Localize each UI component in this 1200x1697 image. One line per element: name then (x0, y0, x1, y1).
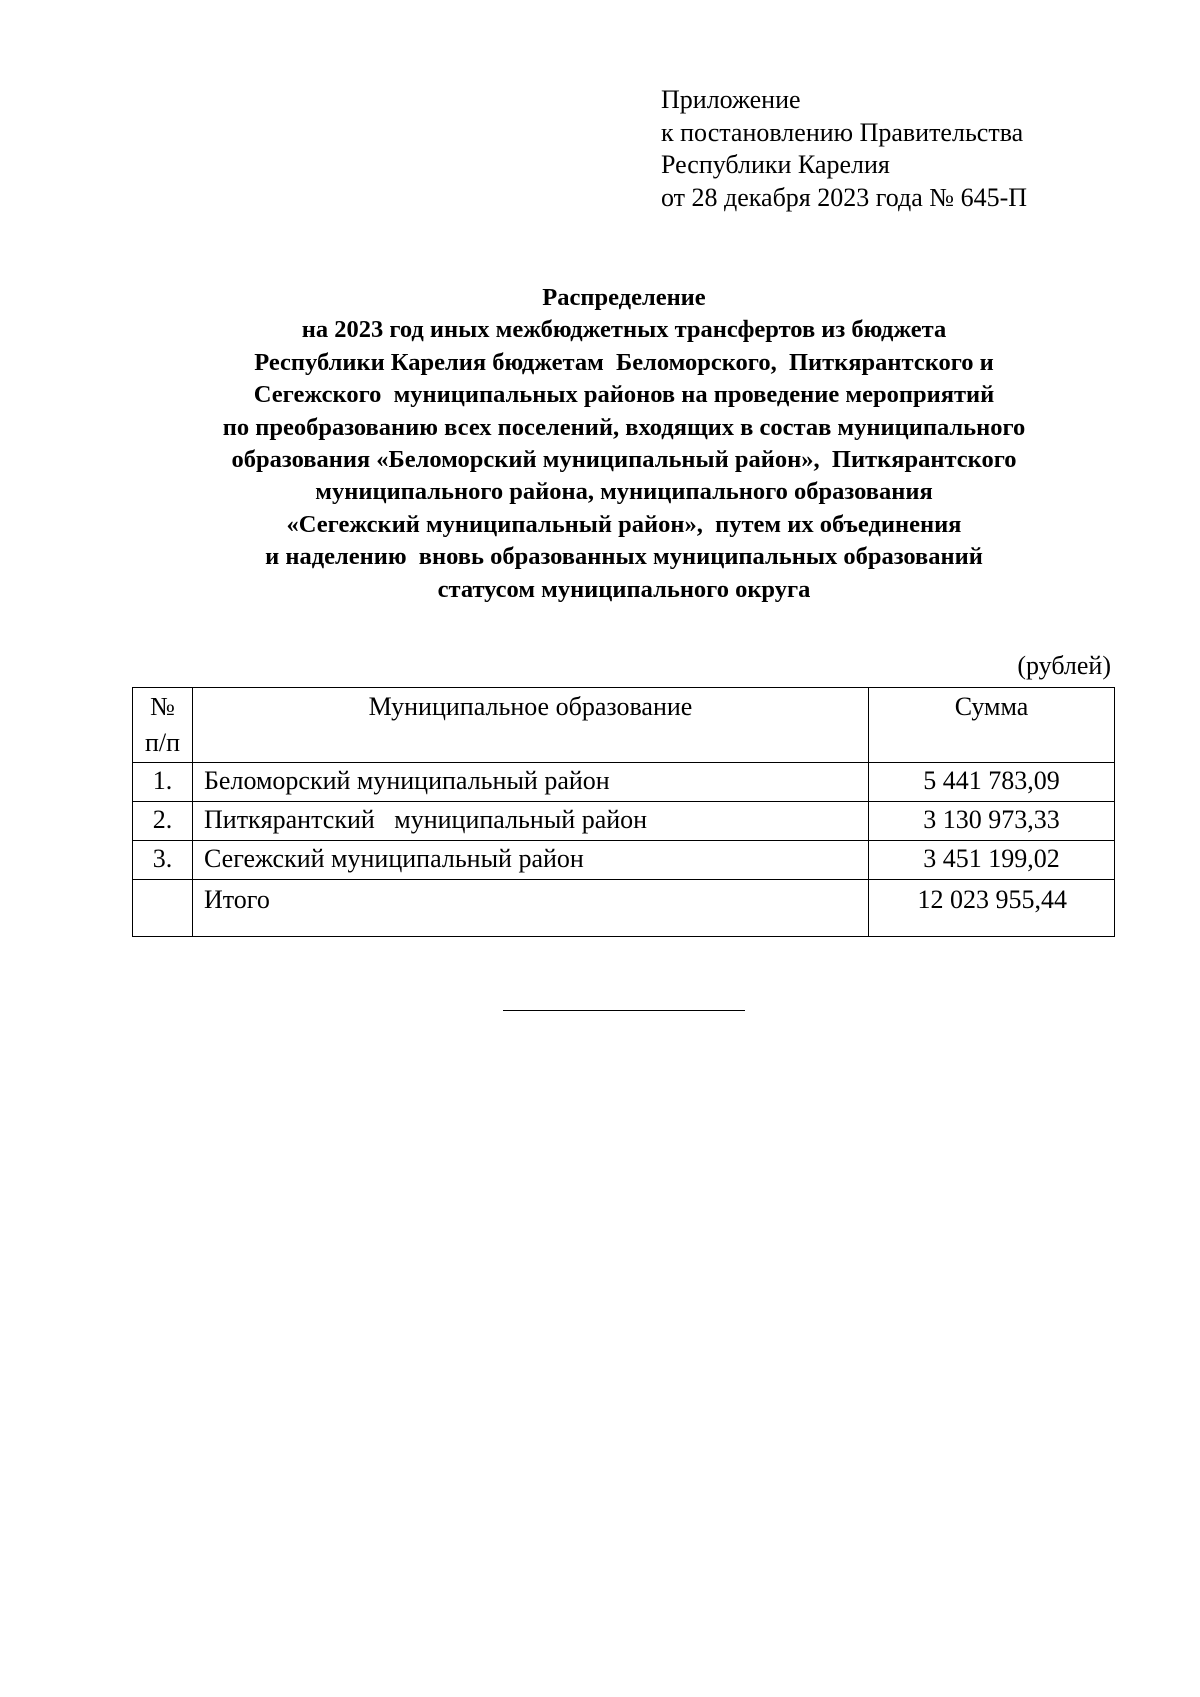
title-line: Сегежского муниципальных районов на проведение мероприятий (253, 381, 995, 409)
table-row (133, 763, 1115, 802)
row-number: 3. (133, 841, 193, 880)
document-title (100, 282, 1148, 606)
title-line: образования «Беломорский муниципальный район», Питкярантского (231, 446, 1017, 474)
title-line: по преобразованию всех поселений, входящих в состав муниципального (222, 413, 1026, 441)
table-header-row (133, 688, 1115, 763)
table-total-row (133, 880, 1115, 937)
title-heading: Распределение (542, 284, 706, 311)
title-line: на 2023 год иных межбюджетных трансфертов из бюджета (301, 316, 947, 344)
row-sum: 5 441 783,09 (869, 763, 1115, 802)
appendix-title: Приложение (661, 85, 801, 114)
table-row (133, 841, 1115, 880)
row-municipality: Питкярантский муниципальный район (193, 802, 869, 841)
header-sum: Сумма (869, 688, 1115, 763)
table-row (133, 802, 1115, 841)
header-number-sign: № (150, 692, 175, 721)
row-number: 1. (133, 763, 193, 802)
total-number-empty (133, 880, 193, 937)
title-line: и наделению вновь образованных муниципальных образований (265, 543, 983, 571)
distribution-table (132, 687, 1115, 937)
appendix-reference: к постановлению Правительства (661, 117, 1024, 147)
units-label: (рублей) (1017, 651, 1111, 680)
row-sum: 3 451 199,02 (869, 841, 1115, 880)
title-line: муниципального района, муниципального образования (315, 478, 933, 506)
closing-divider (503, 1010, 745, 1011)
title-line: статусом муниципального округа (437, 575, 811, 603)
appendix-republic: Республики Карелия (661, 150, 890, 179)
title-line: Республики Карелия бюджетам Беломорского, Питкярантского и (254, 348, 994, 376)
header-municipality: Муниципальное образование (193, 688, 869, 763)
row-number: 2. (133, 802, 193, 841)
row-sum: 3 130 973,33 (869, 802, 1115, 841)
row-municipality: Сегежский муниципальный район (193, 841, 869, 880)
header-number (133, 688, 193, 763)
header-number-abbrev: п/п (144, 728, 181, 757)
row-municipality: Беломорский муниципальный район (193, 763, 869, 802)
total-sum: 12 023 955,44 (869, 880, 1115, 937)
appendix-date-number: от 28 декабря 2023 года № 645-П (661, 182, 1028, 212)
title-line: «Сегежский муниципальный район», путем их объединения (286, 510, 962, 538)
appendix-block (661, 84, 1027, 214)
total-label: Итого (193, 880, 869, 937)
